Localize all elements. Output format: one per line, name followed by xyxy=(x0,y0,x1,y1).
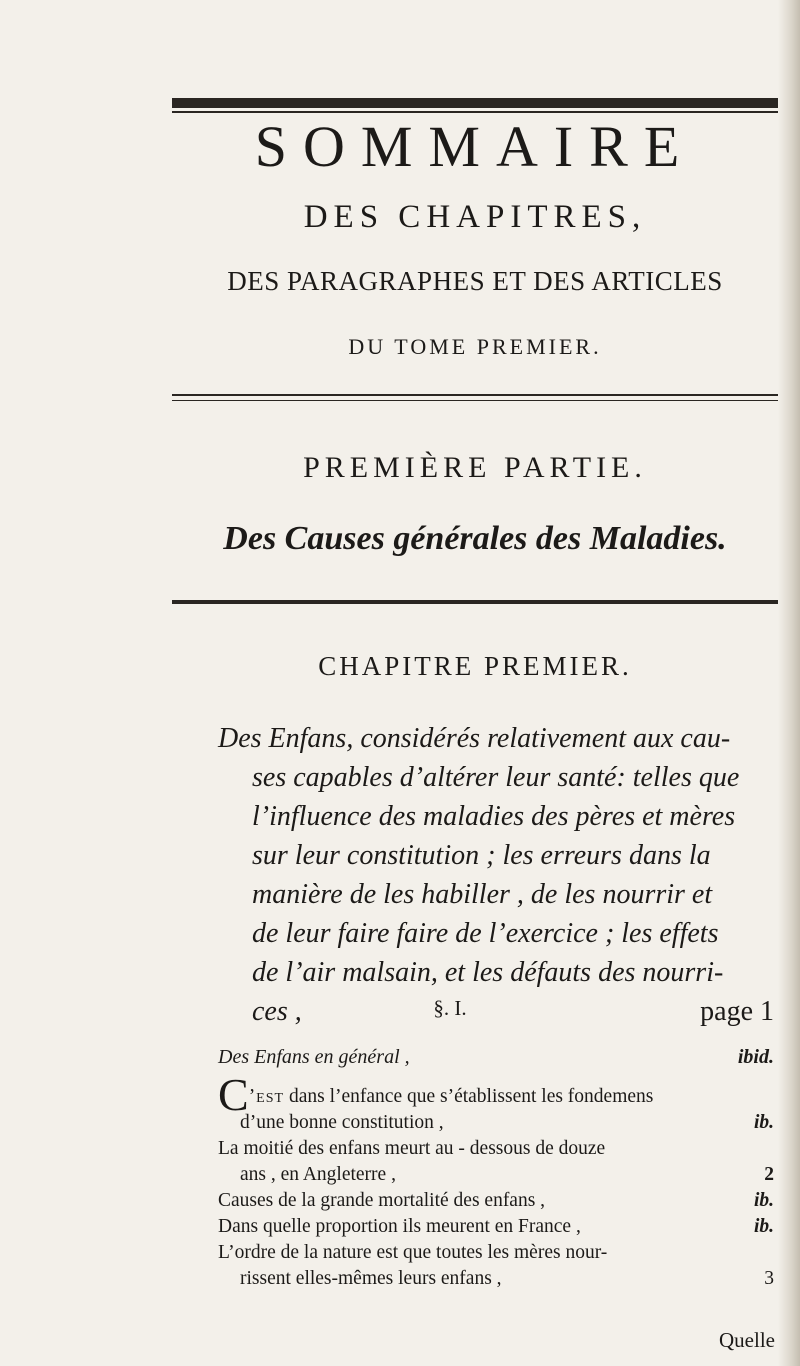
entry-ref: 3 xyxy=(764,1268,774,1289)
section-divider-1b xyxy=(172,400,778,401)
section-mark: §. I. xyxy=(433,996,467,1020)
catchword: Quelle xyxy=(719,1328,775,1352)
entry-text: Dans quelle proportion ils meurent en France , xyxy=(218,1216,581,1237)
top-thin-rule xyxy=(172,111,778,113)
entry-text: rissent elles-mêmes leurs enfans , xyxy=(240,1268,502,1289)
toc-entry xyxy=(218,1110,774,1136)
entry-ref: ib. xyxy=(753,1190,774,1211)
toc-entry xyxy=(218,1214,774,1240)
part-subtitle: Des Causes générales des Maladies. xyxy=(223,520,727,557)
toc-entry xyxy=(218,1162,774,1188)
entry-text: d’une bonne constitution , xyxy=(240,1112,444,1133)
chapter-page-ref: page 1 xyxy=(700,996,774,1027)
section-divider-2 xyxy=(172,600,778,604)
entry-ref: ib. xyxy=(753,1112,774,1133)
section-heading-text: Des Enfans en général , xyxy=(218,1046,410,1068)
page-title: SOMMAIRE xyxy=(254,114,696,179)
summary-line: ces , xyxy=(252,996,302,1027)
subtitle-paragraphes: DES PARAGRAPHES ET DES ARTICLES xyxy=(227,266,723,296)
drop-cap: C xyxy=(218,1069,249,1120)
toc-entry xyxy=(218,1188,774,1214)
entry-small-caps: ’est xyxy=(248,1086,285,1107)
section-divider-1 xyxy=(172,394,778,396)
summary-line: Des Enfans, considérés relativement aux cau- xyxy=(218,723,731,754)
entry-text: La moitié des enfans meurt au - dessous de douze xyxy=(218,1138,606,1159)
entry-ref: 2 xyxy=(764,1164,774,1185)
summary-line: de l’air malsain, et les défauts des nourri- xyxy=(252,957,724,988)
chapter-title: CHAPITRE PREMIER. xyxy=(318,651,632,681)
summary-line: manière de les habiller , de les nourrir et xyxy=(252,879,713,910)
entry-text: Causes de la grande mortalité des enfans , xyxy=(218,1190,546,1211)
subtitle-chapitres: DES CHAPITRES, xyxy=(303,199,647,235)
summary-line: l’influence des maladies des pères et mères xyxy=(252,801,736,832)
toc-entries xyxy=(218,1069,774,1292)
entry-text: ans , en Angleterre , xyxy=(240,1164,396,1185)
section-heading xyxy=(218,1047,774,1067)
entry-text: L’ordre de la nature est que toutes les mères nour- xyxy=(218,1242,608,1263)
summary-line: de leur faire faire de l’exercice ; les effets xyxy=(252,918,719,949)
entry-text: dans l’enfance que s’établissent les fondemens xyxy=(284,1086,654,1107)
toc-entry xyxy=(218,1266,774,1292)
entry-ref: ib. xyxy=(753,1216,774,1237)
subtitle-tome: DU TOME PREMIER. xyxy=(348,334,602,359)
chapter-summary xyxy=(218,719,774,1031)
summary-line: sur leur constitution ; les erreurs dans la xyxy=(252,840,711,871)
toc-entry xyxy=(218,1136,774,1162)
toc-entry xyxy=(218,1240,774,1266)
section-heading-ref: ibid. xyxy=(737,1046,774,1068)
part-title: PREMIÈRE PARTIE. xyxy=(303,451,647,484)
toc-entry xyxy=(218,1069,774,1120)
summary-line: ses capables d’altérer leur santé: telles que xyxy=(252,762,740,793)
top-ornament-rule xyxy=(172,98,778,108)
